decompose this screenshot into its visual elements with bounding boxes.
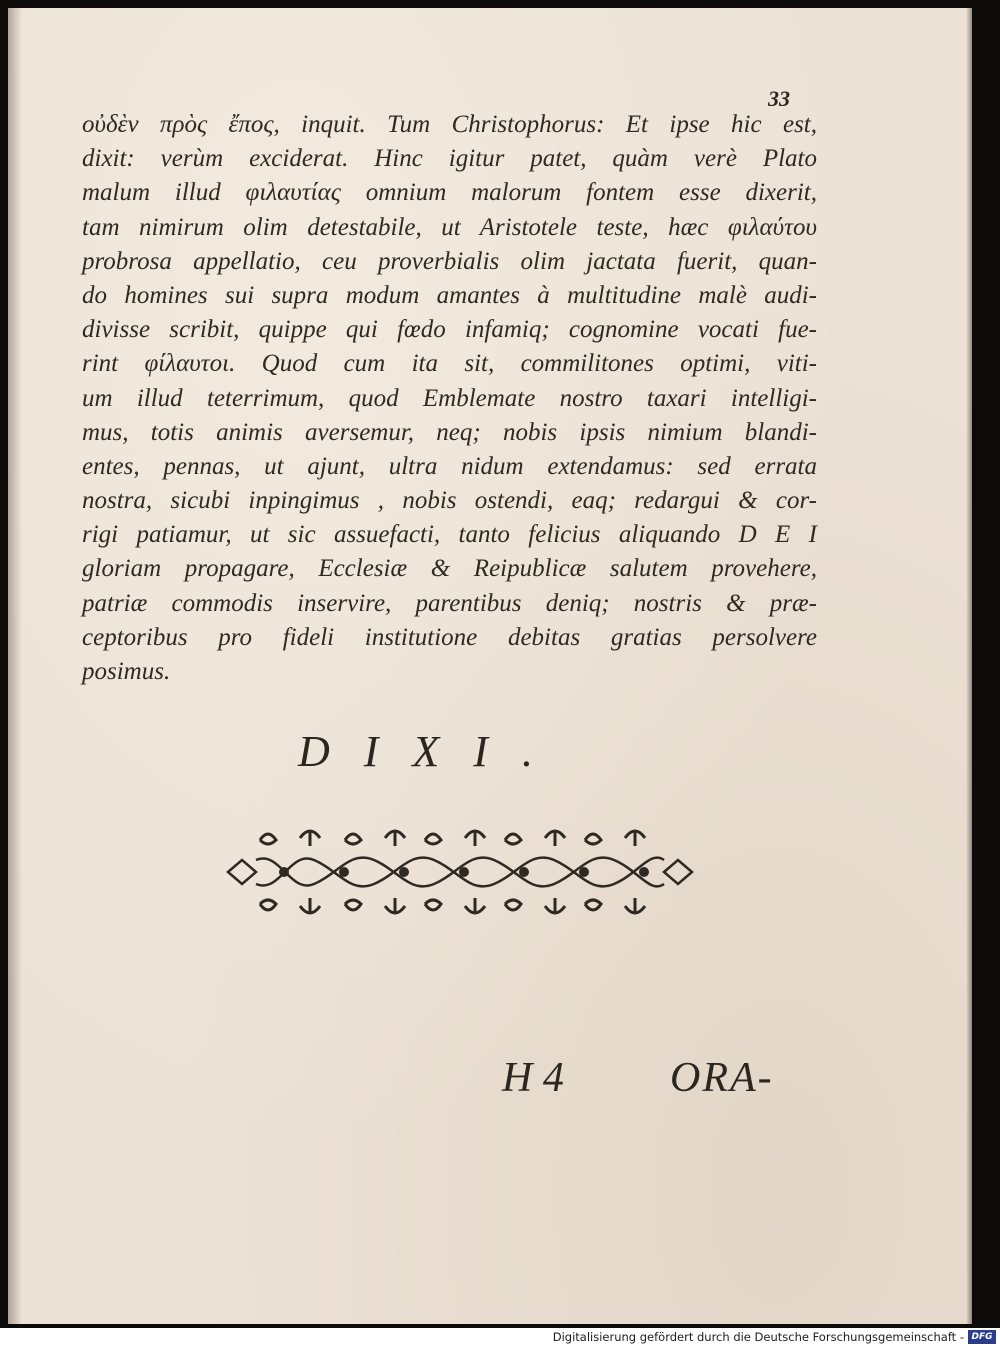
text-line: dixit: verùm exciderat. Hinc igitur patet, quàm verè Plato xyxy=(82,145,817,173)
page-number: 33 xyxy=(768,86,790,111)
text-line: nostra, sicubi inpingimus , nobis ostendi, eaq; redargui & cor- xyxy=(82,487,817,515)
dfg-logo-icon[interactable]: DFG xyxy=(968,1330,996,1344)
text-line: probrosa appellatio, ceu proverbialis olim jactata fuerit, quan- xyxy=(82,247,817,275)
signature-mark: H 4 xyxy=(502,1055,564,1101)
text-line: gloriam propagare, Ecclesiæ & Reipublicæ salutem provehere, xyxy=(82,555,817,583)
text-line: οὐδὲν πρὸς ἔπος, inquit. Tum Christophorus: Et ipse hic est, xyxy=(82,111,817,138)
text-line: tam nimirum olim detestabile, ut Aristotele teste, hæc φιλαύτου xyxy=(82,213,817,241)
text-line: divisse scribit, quippe qui fœdo infamiq; cognomine vocati fue- xyxy=(82,316,817,344)
page-edge-shadow xyxy=(966,8,972,1324)
text-line: patriæ commodis inservire, parentibus deniq; nostris & præ- xyxy=(82,589,817,617)
book-page xyxy=(8,8,972,1324)
text-line: rigi patiamur, ut sic assuefacti, tanto felicius aliquando D E I xyxy=(82,521,817,549)
footer-bar xyxy=(0,1329,1000,1346)
ornament-bottom-row xyxy=(260,898,645,913)
ornament-top-row xyxy=(260,831,645,846)
text-line: entes, pennas, ut ajunt, ultra nidum extendamus: sed errata xyxy=(82,452,817,480)
fleuron-ornament-icon xyxy=(220,820,700,924)
body-text xyxy=(82,108,817,689)
catchword: ORA- xyxy=(670,1055,774,1101)
text-line: rint φίλαυτοι. Quod cum ita sit, commilitones optimi, viti- xyxy=(82,350,817,378)
text-line: um illud teterrimum, quod Emblemate nostro taxari intelligi- xyxy=(82,384,817,412)
closing-dixi: DIXI. xyxy=(298,727,567,776)
text-line: posimus. xyxy=(82,658,171,685)
text-line: do homines sui supra modum amantes à multitudine malè audi- xyxy=(82,281,817,309)
text-line: malum illud φιλαυτίας omnium malorum fontem esse dixerit, xyxy=(82,179,817,207)
text-line: ceptoribus pro fideli institutione debitas gratias persolvere xyxy=(82,623,817,651)
text-line: mus, totis animis aversemur, neq; nobis ipsis nimium blandi- xyxy=(82,418,817,446)
page-gutter-shadow xyxy=(8,8,22,1324)
footer-credit: Digitalisierung gefördert durch die Deutsche Forschungsgemeinschaft - xyxy=(552,1330,964,1344)
